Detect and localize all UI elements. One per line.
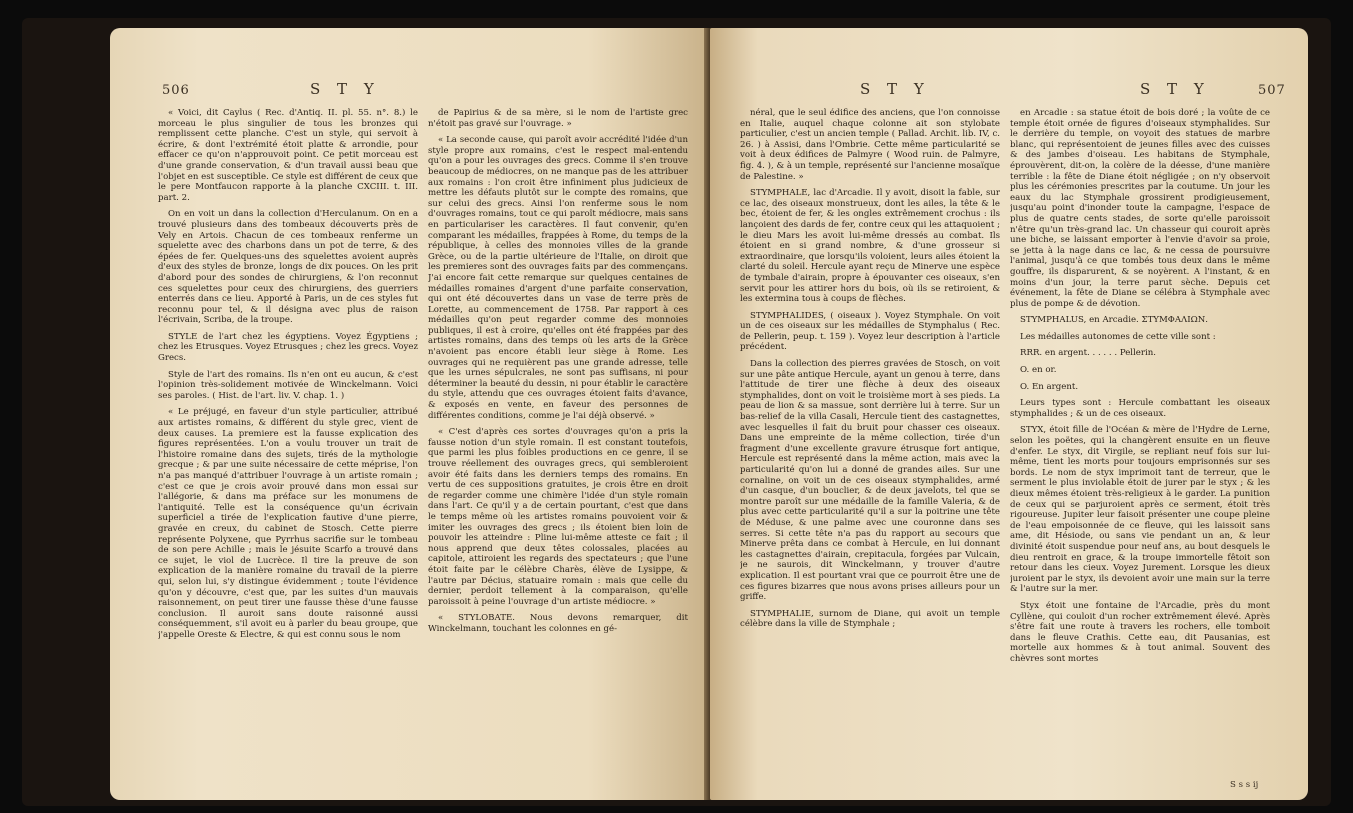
text-column-2 [1010,108,1270,776]
paragraph: STYX, étoit fille de l'Océan & mère de l'Hydre de Lerne, selon les poëtes, qui la changèrent ensuite en un fleuve d'enfer. Le styx, dit Virgile, se repliant neuf fois sur lui-même, tient les morts pour toujours emprisonnés sur ses bords. Le nom de styx imprimoit tant de terreur, que le serment le plus inviolable étoit de jurer par le styx ; & les dieux mêmes étoient très-religieux à le garder. La punition de ceux qui se parjuroient après ce serment, étoit très rigoureuse. Jupiter leur faisoit présenter une coupe pleine de l'eau empoisonnée de ce fleuve, qui les laissoit sans ame, dit Hésiode, ou sans vie pendant un an, & leur divinité étoit suspendue pour neuf ans, au bout desquels le dieu rentroit en grace, & la troupe immortelle fêtoit son retour dans les cieux. Voyez Jurement. Lorsque les dieux juroient par le styx, ils devoient avoir une main sur la terre & l'autre sur la mer. [1010,425,1270,595]
text-column-1 [740,108,1000,788]
left-page [110,28,708,800]
paragraph: O. En argent. [1020,381,1079,392]
paragraph: RRR. en argent. . . . . . Pellerin. [1020,348,1157,359]
paragraph: Dans la collection des pierres gravées de Stosch, on voit sur une pâte antique Hercule, ayant un genou à terre, dans l'attitude de tirer une flèche à deux des oiseaux stymphalides, dont on voit le troisième mort à ses pieds. La peau de lion & sa massue, sont derrière lui à terre. Sur un bas-relief de la villa Casali, Hercule tient des castagnettes, avec lesquelles il fait du bruit pour chasser ces oiseaux. Dans une empreinte de la même collection, tirée d'un fragment d'une excellente gravure étrusque fort antique, Hercule est représenté dans la même action, mais avec la particularité qu'on lui a donné de grandes ailes. Sur une cornaline, on voit un de ces oiseaux stymphalides, armé d'un casque, d'un bouclier, & de deux javelots, tel que se montre paroît sur une médaille de la famille Valeria, & de plus avec cette particularité qu'il a sur la poitrine une tête de Méduse, & une palme avec une couronne dans ses serres. Si cette tête n'a pas du rapport au secours que Minerve prêta dans ce combat à Hercule, en lui donnant les castagnettes d'airain, crepitacula, forgées par Vulcain, je ne saurois, dit Winckelmann, y trouver d'autre explication. Il est pourtant vrai que ce pourroit être une de ces figures bizarres que nous avons prises ailleurs pour un griffe. [740,359,1000,603]
page-number: 507 [1258,83,1286,98]
text-column-2 [428,108,688,788]
paragraph: Leurs types sont : Hercule combattant les oiseaux stymphalides ; & un de ces oiseaux. [1010,398,1270,419]
paragraph: STYLE de l'art chez les égyptiens. Voyez Égyptiens ; chez les Etrusques. Voyez Etrusques ; chez les grecs. Voyez Grecs. [158,331,418,364]
paragraph: STYMPHALUS, en Arcadie. ΣΤΥΜΦΑΛΙΩΝ. [1020,315,1209,326]
text-column-1 [158,108,418,788]
paragraph: « Voici, dit Caylus ( Rec. d'Antiq. II. pl. 55. n°. 8.) le morceau le plus singulier de tous les bronzes qui remplissent cette planche. C'est un style, qui servoit à écrire, & dont l'extrémité étoit platte & arrondie, pour effacer ce qu'on n'approuvoit point. Ce petit morceau est d'une grande conservation, & d'un travail aussi beau que l'objet en est susceptible. Ce style est différent de ceux que le pere Montfaucon rapporte à la planche CXCIII. t. III. part. 2. [158,108,418,203]
paragraph: STYMPHALIDES, ( oiseaux ). Voyez Stymphale. On voit un de ces oiseaux sur les médailles de Stymphalus ( Rec. de Pellerin, peup. t. 159 ). Voyez leur description à l'article précédent. [740,310,1000,353]
running-head-2: S T Y [1140,80,1210,98]
page-number: 506 [162,83,190,98]
running-head: S T Y [310,80,380,98]
paragraph: « Le préjugé, en faveur d'un style particulier, attribué aux artistes romains, & différent du style grec, vient de deux causes. La premiere est la fausse explication des figures représentées. L'on a voulu trouver un trait de l'histoire romaine dans des sujets, tirés de la mythologie grecque ; & par une suite nécessaire de cette méprise, l'on n'a pas manqué d'attribuer l'ouvrage à un artiste romain ; c'est ce que je crois avoir prouvé dans mon essai sur l'allégorie, & dans ma préface sur les monumens de l'antiquité. Telle est la conséquence qu'un écrivain superficiel a tirée de l'explication fautive d'une pierre, gravée en creux, du cabinet de Stosch. Cette pierre représente Polyxene, que Pyrrhus sacrifie sur le tombeau de son pere Achille ; mais le jésuite Scarfo a trouvé dans ce sujet, le viol de Lucrèce. Il tire la preuve de son explication de la manière romaine du travail de la pierre qui, selon lui, s'y distingue évidemment ; toute l'évidence qu'on y découvre, c'est que, par les suites d'un mauvais raisonnement, on peut tirer une fausse thèse d'une fausse conclusion. Il auroit sans doute raisonné aussi conséquemment, s'il avoit eu à parler du beau groupe, que j'appelle Oreste & Electre, & qui est connu sous le nom [158,407,418,640]
paragraph: STYMPHALE, lac d'Arcadie. Il y avoit, disoit la fable, sur ce lac, des oiseaux monstrueux, dont les ailes, la tête & le bec, étoient de fer, & les ongles extrêmement crochus : ils lançoient des dards de fer, contre ceux qui les attaquoient ; le dieu Mars les avoit lui-même dressés au combat. Ils étoient en si grand nombre, & d'une grosseur si extraordinaire, que lorsqu'ils voloient, leurs ailes étoient la clarté du soleil. Hercule ayant reçu de Minerve une espèce de tymbale d'airain, propre à épouvanter ces oiseaux, s'en servit pour les attirer hors du bois, où ils se retiroient, & les extermina tous à coups de flèches. [740,188,1000,305]
paragraph: O. en or. [1020,365,1057,376]
paragraph: en Arcadie : sa statue étoit de bois doré ; la voûte de ce temple étoit ornée de figures d'oiseaux stymphalides. Sur le derrière du temple, on voyoit des statues de marbre blanc, qui représentoient de jeunes filles avec des cuisses & des jambes d'oiseau. Les habitans de Stymphale, éprouvèrent, dit-on, la colère de la déesse, d'une manière terrible : la fête de Diane étoit négligée ; on n'y observoit plus les cérémonies prescrites par la coutume. Un jour les eaux du lac Stymphale grossirent prodigieusement, jusqu'au point d'inonder toute la campagne, l'espace de plus de quatre cents stades, de sorte qu'elle paroissoit n'être qu'un très-grand lac. Un chasseur qui couroit après une biche, se laissant emporter à l'envie d'avoir sa proie, se jetta à la nage dans ce lac, & ne cessa de poursuivre l'animal, jusqu'à ce que tombés tous deux dans le même gouffre, ils disparurent, & se noyèrent. A l'instant, & en moins d'un jour, la terre parut sèche. Depuis cet événement, la fête de Diane se célébra à Stymphale avec plus de pompe & de dévotion. [1010,108,1270,309]
paragraph: « La seconde cause, qui paroît avoir accrédité l'idée d'un style propre aux romains, c'est le respect mal-entendu qu'on a pour les ouvrages des grecs. Comme il s'en trouve beaucoup de médiocres, on ne manque pas de les attribuer aux romains : l'on croit être infiniment plus judicieux de mettre les défauts plutôt sur le compte des romains, que sur celui des grecs. Ainsi l'on renferme sous le nom d'ouvrages romains, tout ce qui paroît médiocre, mais sans en particulariser les caractères. Il faut convenir, qu'en comparant les médailles, frappées à Rome, du temps de la république, à celles des monnoies villes de la grande Grèce, ou de la partie ultérieure de l'Italie, on diroit que les premieres sont des ouvrages faits par des commençans. J'ai encore fait cette remarque sur quelques centaines de médailles romaines d'argent d'une parfaite conservation, qui ont été découvertes dans un vase de terre près de Lorette, au commencement de 1758. Par rapport à ces médailles qu'on peut regarder comme des monnoies publiques, il est à croire, qu'elles ont été frappées par des artistes romains, dans des temps où les arts de la Grèce n'avoient pas encore établi leur siège à Rome. Les ouvrages qui ne requièrent pas une grande adresse, telle que les urnes sépulcrales, ne sont pas suffisans, ni pour déterminer la beauté du dessin, ni pour établir le caractère du style, attendu que ces ouvrages étoient faits d'avance, & exposés en vente, en faveur des personnes de différentes conditions, comme je l'ai déjà observé. » [428,135,688,421]
paragraph: « STYLOBATE. Nous devons remarquer, dit Winckelmann, touchant les colonnes en gé- [428,613,688,634]
paragraph: « C'est d'après ces sortes d'ouvrages qu'on a pris la fausse notion d'un style romain. Il est constant toutefois, que parmi les plus foibles productions en ce genre, il se trouve réellement des ouvrages grecs, qui sembleroient avoir été faits dans les derniers temps des romains. En vertu de ces suppositions gratuites, je crois être en droit de regarder comme une chimère l'idée d'un style romain dans l'art. Ce qu'il y a de certain pourtant, c'est que dans le temps même où les artistes romains pouvoient voir & imiter les ouvrages des grecs ; ils étoient bien loin de pouvoir les atteindre : Pline lui-même atteste ce fait ; il nous apprend que deux têtes colossales, placées au capitole, attiroient les regards des spectateurs ; que l'une étoit faite par le célèbre Charès, élève de Lysippe, & l'autre par Décius, statuaire romain : mais que celle du dernier, perdoit tellement à la comparaison, qu'elle paroissoit à peine l'ouvrage d'un artiste médiocre. » [428,427,688,607]
open-book [22,18,1331,806]
paragraph: de Papirius & de sa mère, si le nom de l'artiste grec n'étoit pas gravé sur l'ouvrage. » [428,108,688,129]
paragraph: On en voit un dans la collection d'Herculanum. On en a trouvé plusieurs dans des tombeaux découverts près de Vely en Artois. Chacun de ces tombeaux renferme un squelette avec des charbons dans un pot de terre, & des épées de fer. Quelques-uns des squelettes avoient auprès d'eux des styles de bronze, longs de dix pouces. On les prit d'abord pour des sondes de chirurgiens, & l'on reconnut ces squelettes pour ceux des chirurgiens, des guerriers enterrés dans ce lieu. Apporté à Paris, un de ces styles fut reconnu pour tel, & il désigna avec plus de raison l'écrivain, Scriba, de la troupe. [158,209,418,326]
paragraph: Styx étoit une fontaine de l'Arcadie, près du mont Cyllène, qui couloit d'un rocher extrêmement élevé. Après s'être fait une route à travers les rochers, elle tomboit dans le fleuve Crathis. Cette eau, dit Pausanias, est mortelle aux hommes & à tout animal. Souvent des chèvres sont mortes [1010,600,1270,664]
running-head: S T Y [860,80,930,98]
right-page [710,28,1308,800]
signature-mark: S s s ij [1230,780,1259,790]
paragraph: Style de l'art des romains. Ils n'en ont eu aucun, & c'est l'opinion très-solidement motivée de Winckelmann. Voici ses paroles. ( Hist. de l'art. liv. V. chap. 1. ) [158,369,418,401]
paragraph: STYMPHALIE, surnom de Diane, qui avoit un temple célèbre dans la ville de Stymphale ; [740,608,1000,630]
paragraph: Les médailles autonomes de cette ville sont : [1020,331,1216,342]
paragraph: néral, que le seul édifice des anciens, que l'on connoisse en Italie, auquel chaque colonne ait son stylobate particulier, c'est un ancien temple ( Pallad. Archit. lib. IV, c. 26. ) à Assisi, dans l'Ombrie. Cette même particularité se voit à deux édifices de Palmyre ( Wood ruin. de Palmyre, fig. 4. ), & à un temple, représenté sur l'ancienne mosaïque de Palestine. » [740,108,1000,182]
